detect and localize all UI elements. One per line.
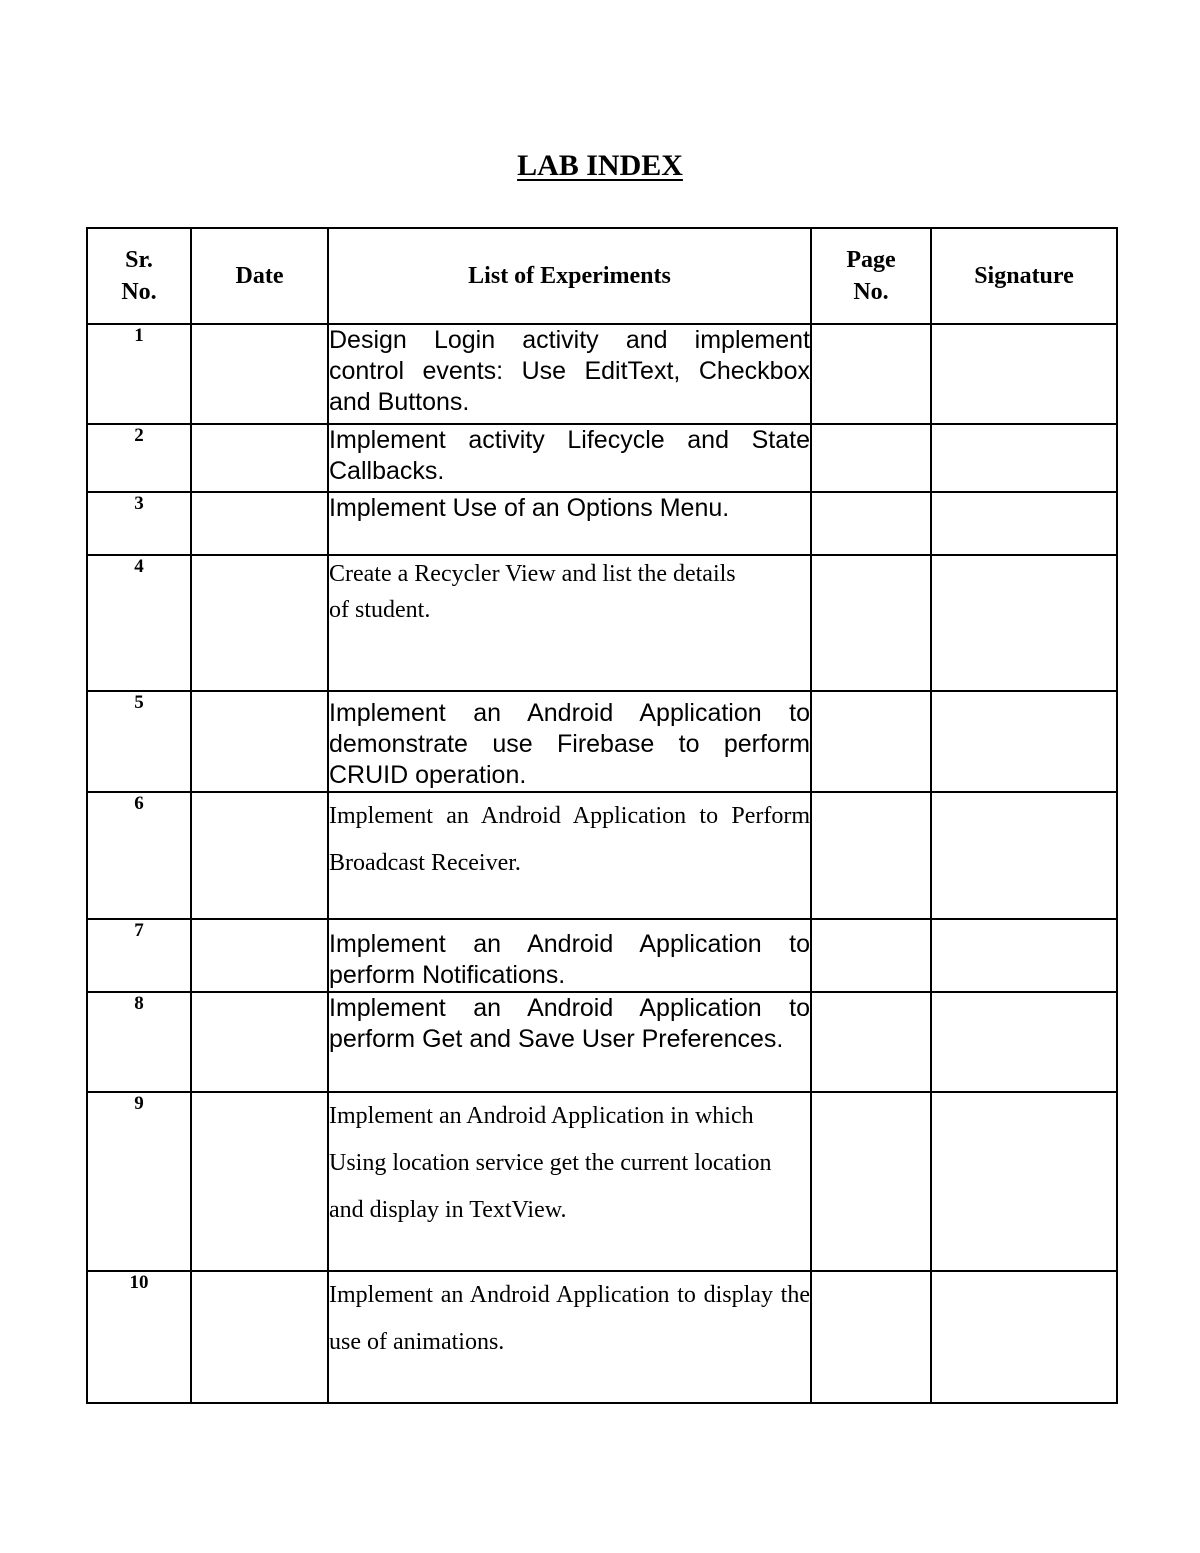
column-header-page-no: Page No. — [811, 228, 931, 324]
table-row — [87, 1092, 1117, 1271]
signature-cell — [931, 919, 1117, 992]
signature-cell — [931, 992, 1117, 1092]
sr-no-cell: 8 — [87, 992, 191, 1092]
experiment-cell: Implement an Android Application in which Using location service get the current location and display in TextView. — [328, 1092, 811, 1271]
sr-no-cell: 10 — [87, 1271, 191, 1403]
signature-cell — [931, 792, 1117, 919]
column-header-experiments: List of Experiments — [328, 228, 811, 324]
page-no-cell — [811, 992, 931, 1092]
date-cell — [191, 691, 328, 792]
page-no-cell — [811, 324, 931, 424]
table-row — [87, 919, 1117, 992]
date-cell — [191, 1092, 328, 1271]
experiment-cell: Implement an Android Application to demonstrate use Firebase to perform CRUID operation. — [328, 691, 811, 792]
table-row — [87, 1271, 1117, 1403]
table-row — [87, 691, 1117, 792]
experiment-cell: Implement an Android Application to Perform Broadcast Receiver. — [328, 792, 811, 919]
signature-cell — [931, 1271, 1117, 1403]
page-no-cell — [811, 1092, 931, 1271]
column-header-date: Date — [191, 228, 328, 324]
date-cell — [191, 555, 328, 691]
date-cell — [191, 324, 328, 424]
date-cell — [191, 492, 328, 555]
sr-no-cell: 7 — [87, 919, 191, 992]
experiment-cell: Implement an Android Application to perform Notifications. — [328, 919, 811, 992]
page-no-cell — [811, 1271, 931, 1403]
page-no-cell — [811, 492, 931, 555]
date-cell — [191, 992, 328, 1092]
sr-no-cell: 6 — [87, 792, 191, 919]
page-no-cell — [811, 691, 931, 792]
date-cell — [191, 919, 328, 992]
sr-no-cell: 4 — [87, 555, 191, 691]
page-no-cell — [811, 919, 931, 992]
sr-no-cell: 3 — [87, 492, 191, 555]
sr-no-cell: 9 — [87, 1092, 191, 1271]
table-row — [87, 792, 1117, 919]
table-row — [87, 324, 1117, 424]
experiment-cell: Implement an Android Application to display the use of animations. — [328, 1271, 811, 1403]
column-header-signature: Signature — [931, 228, 1117, 324]
sr-no-cell: 5 — [87, 691, 191, 792]
signature-cell — [931, 555, 1117, 691]
table-row — [87, 555, 1117, 691]
experiment-cell: Implement Use of an Options Menu. — [328, 492, 811, 555]
signature-cell — [931, 1092, 1117, 1271]
page-no-cell — [811, 792, 931, 919]
experiment-cell: Design Login activity and implement control events: Use EditText, Checkbox and Buttons. — [328, 324, 811, 424]
table-row — [87, 992, 1117, 1092]
sr-no-cell: 2 — [87, 424, 191, 492]
signature-cell — [931, 424, 1117, 492]
experiment-cell: Implement activity Lifecycle and State Callbacks. — [328, 424, 811, 492]
table-row — [87, 492, 1117, 555]
experiment-cell: Implement an Android Application to perform Get and Save User Preferences. — [328, 992, 811, 1092]
signature-cell — [931, 691, 1117, 792]
page-no-cell — [811, 555, 931, 691]
page-title: LAB INDEX — [517, 149, 683, 182]
signature-cell — [931, 492, 1117, 555]
page-no-cell — [811, 424, 931, 492]
sr-no-cell: 1 — [87, 324, 191, 424]
table-row — [87, 424, 1117, 492]
date-cell — [191, 1271, 328, 1403]
experiment-cell: Create a Recycler View and list the details of student. — [328, 555, 811, 691]
header-row — [87, 228, 1117, 324]
column-header-sr-no: Sr. No. — [87, 228, 191, 324]
lab-index-table — [86, 227, 1118, 1404]
date-cell — [191, 792, 328, 919]
date-cell — [191, 424, 328, 492]
signature-cell — [931, 324, 1117, 424]
